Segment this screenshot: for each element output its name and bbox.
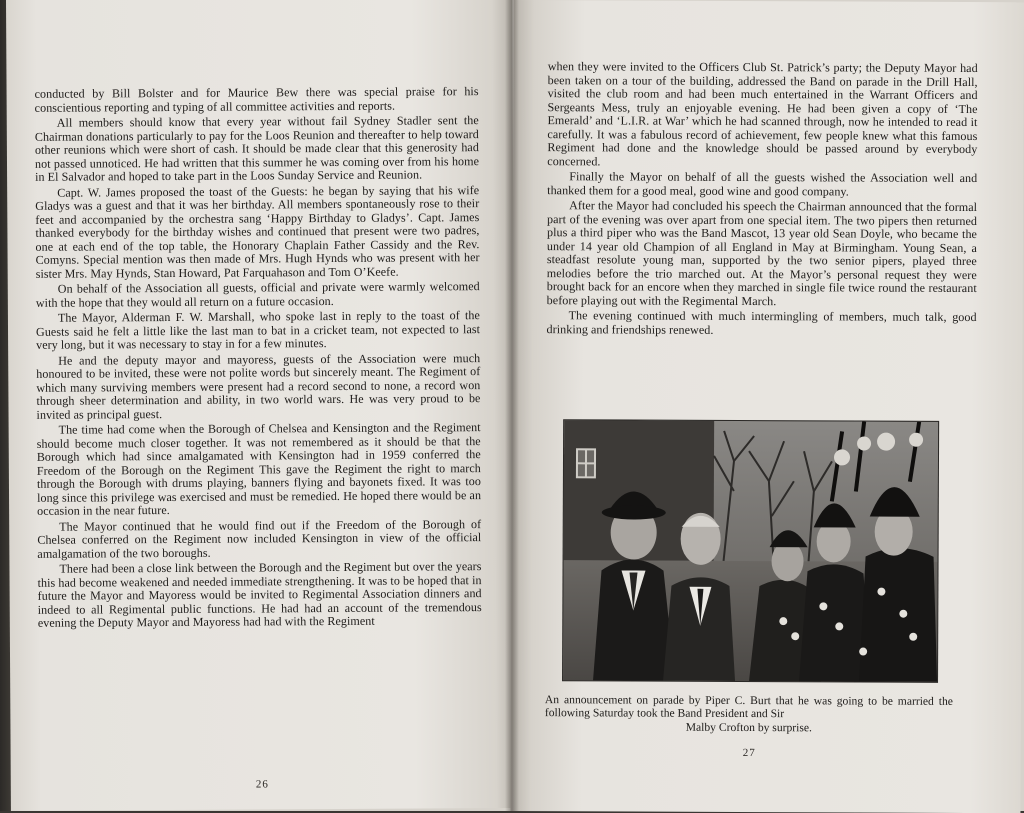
paragraph: All members should know that every year without fail Sydney Stadler sent the Chairman donations particularly to pay for the Loos Reunion and thereafter to help toward other reunions which were short of cash. It should be made clear that this generosity had not passed unnoticed. He had written that this summer he was coming over from his home in El Salvador and hoped to take part in the Loos Sunday Service and Reunion. [34,113,480,184]
right-page-text [547,60,978,340]
page-number: 26 [255,778,269,791]
pipers-photograph [563,420,938,682]
paragraph: The Mayor continued that he would find out if the Freedom of the Borough of Chelsea conferred on the Regiment now included Kensington in view of the official amalgamation of the two boroughs. [37,516,482,561]
left-page [6,0,517,811]
paragraph: After the Mayor had concluded his speech the Chairman announced that the formal part of the evening was over apart from one special item. The two pipers then returned plus a third piper who was the Band Mascot, 13 year old Sean Doyle, who became the under 14 year old Champion of all England in May at Birmingham. Young Sean, a steadfast resolute young man, supported by the two senior pipers, played three melodies before the trio marched out. At the Mayor’s personal request they were brought back for an encore when they marched in single file twice round the restaurant before playing out with the Regimental March. [546,198,978,308]
paragraph: Capt. W. James proposed the toast of the Guests: he began by saying that his wife Gladys was a guest and that it was her birthday. All members spontaneously rose to their feet and accompanied by the orchestra sang ‘Happy Birthday to Gladys’. Capt. James thanked everybody for the birthday wishes and continued that present were two padres, one at each end of the top table, the Honorary Chaplain Father Cassidy and the Rev. Comyns. Special mention was then made of Mrs. Hugh Hynds who was present with her sister Mrs. May Hynds, Stan Howard, Pat Farquahason and Tom O’Keefe. [35,182,480,281]
photograph-illustration [563,420,938,682]
photo-caption [545,693,953,735]
paragraph: There had been a close link between the Borough and the Regiment but over the years this had become weakened and needed immediate strengthening. It was to be hoped that in future the Mayor and Mayoress would be invited to Regimental Association dinners and indeed to all Regimental public functions. He had had an account of the tremendous evening the Deputy Mayor and Mayoress had had with the Regiment [37,559,482,630]
left-page-text [35,85,482,632]
paragraph: when they were invited to the Officers Club St. Patrick’s party; the Deputy Mayor had been taken on a tour of the building, addressed the Band on parade in the Drill Hall, visited the club room and had been much entertained in the Warrant Officers and Sergeants Mess, truly an enjoyable evening. He had been given a copy of ‘The Emerald’ and ‘L.I.R. at War’ which he had scanned through, now he intended to read it carefully. It was a fabulous record of achievement, few people knew what this famous Regiment had done and the knowledge should be passed around by everybody concerned. [547,59,978,168]
right-page [510,0,1024,813]
paragraph: The Mayor, Alderman F. W. Marshall, who spoke last in reply to the toast of the Guests said he felt a little like the last man to bat in a cricket team, not expected to last very long, but it was necessary to stay in for a few minutes. [35,308,481,352]
paragraph: conducted by Bill Bolster and for Maurice Bew there was special praise for his conscientious reporting and typing of all committee activities and reports. [34,84,479,115]
caption-text: An announcement on parade by Piper C. Burt that he was going to be married the following Saturday took the Band President and Sir [544,693,953,721]
paragraph: Finally the Mayor on behalf of all the guests wished the Association well and thanked them for a good meal, good wine and good company. [547,169,978,198]
page-number: 27 [742,747,756,760]
paragraph: He and the deputy mayor and mayoress, guests of the Association were much honoured to be invited, these were not polite words but sincerely meant. The Regiment of which many surviving members were present had a record second to none, a record won through sheer determination and ability, in two world wars. He was very proud to be invited as principal guest. [36,350,481,422]
paragraph: The time had come when the Borough of Chelsea and Kensington and the Regiment should become much closer together. It was not remembered as it should be that the Borough which had since amalgamated with Kensington had in 1959 conferred the Freedom of the Borough on the Regiment This gave the Regiment the right to march through the Borough with drums playing, banners flying and bayonets fixed. It was too long since this privilege was exercised and must be remedied. He hoped there would be an occasion in the near future. [36,420,482,518]
caption-last-line: Malby Crofton by surprise. [685,720,812,735]
paragraph: On behalf of the Association all guests, official and private were warmly welcomed with the hope that they would all return on a future occasion. [35,279,480,310]
paragraph: The evening continued with much intermingling of members, much talk, good drinking and friendships renewed. [546,308,977,337]
